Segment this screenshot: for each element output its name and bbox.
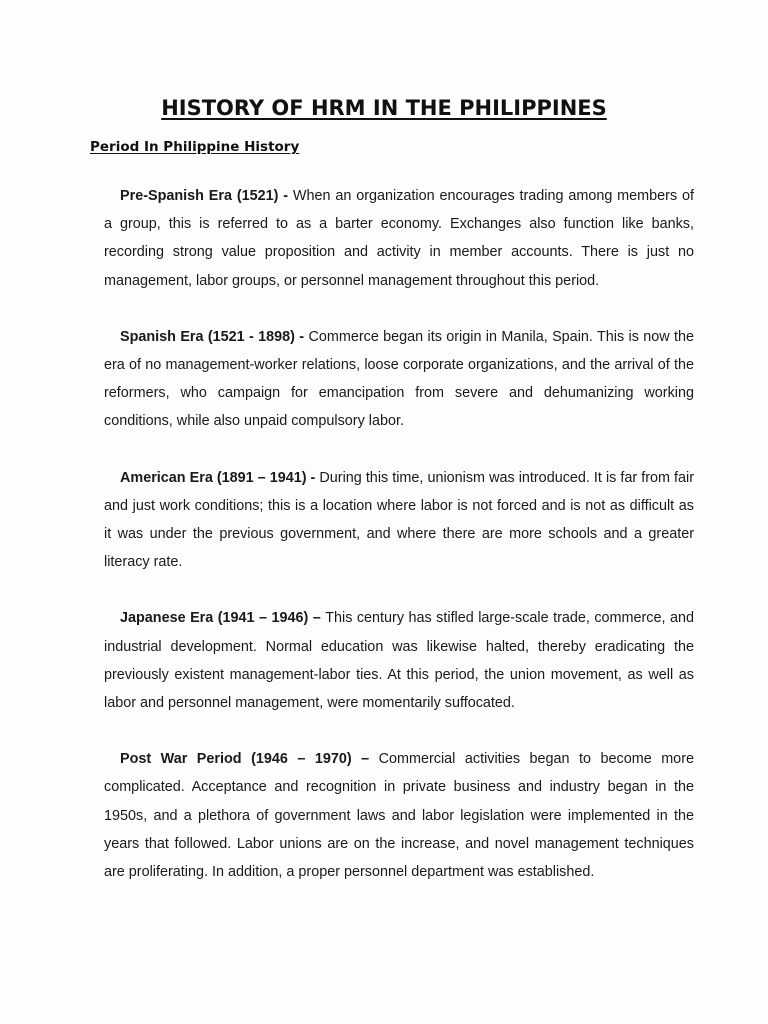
document-body xyxy=(104,182,694,914)
paragraph-pre-spanish-era xyxy=(104,182,694,295)
paragraph-spanish-era xyxy=(104,323,694,436)
era-text: During this time, unionism was introduced. It is far from fair and just work conditions; this is a location where labor is not forced and is not as difficult as it was under the previous government, and where there are more schools and a greater literacy rate. xyxy=(104,469,695,571)
era-heading: Spanish Era (1521 - 1898) - xyxy=(120,328,309,345)
era-heading: Japanese Era (1941 – 1946) – xyxy=(120,610,326,627)
era-text: Commerce began its origin in Manila, Spain. This is now the era of no management-worker relations, loose corporate organizations, and the arrival of the reformers, who campaign for emancipation from severe and dehumanizing working conditions, while also unpaid compulsory labor. xyxy=(104,328,694,430)
document-title: HISTORY OF HRM IN THE PHILIPPINES xyxy=(161,96,607,120)
era-text: When an organization encourages trading among members of a group, this is referred to as a barter economy. Exchanges also function like banks, recording strong value proposition and activity in member accounts. There is just no management, labor groups, or personnel management throughout this period. xyxy=(104,188,694,289)
era-text: Commercial activities began to become more complicated. Acceptance and recognition in private business and industry began in the 1950s, and a plethora of government laws and labor legislation were implemented in the years that followed. Labor unions are on the increase, and novel management techniques are proliferating. In addition, a proper personnel department was established. xyxy=(104,751,694,881)
era-heading: American Era (1891 – 1941) - xyxy=(120,469,320,486)
era-heading: Pre-Spanish Era (1521) - xyxy=(120,188,293,204)
section-subtitle: Period In Philippine History xyxy=(90,139,300,155)
paragraph-american-era xyxy=(104,464,694,577)
paragraph-post-war-period xyxy=(104,745,694,886)
era-text: This century has stifled large-scale trade, commerce, and industrial development. Normal education was likewise halted, thereby eradicating the previously existent management-labor ties. At this period, the union movement, as well as labor and personnel management, were momentarily suffocated. xyxy=(104,610,694,712)
paragraph-japanese-era xyxy=(104,604,694,717)
era-heading: Post War Period (1946 – 1970) – xyxy=(120,751,379,768)
